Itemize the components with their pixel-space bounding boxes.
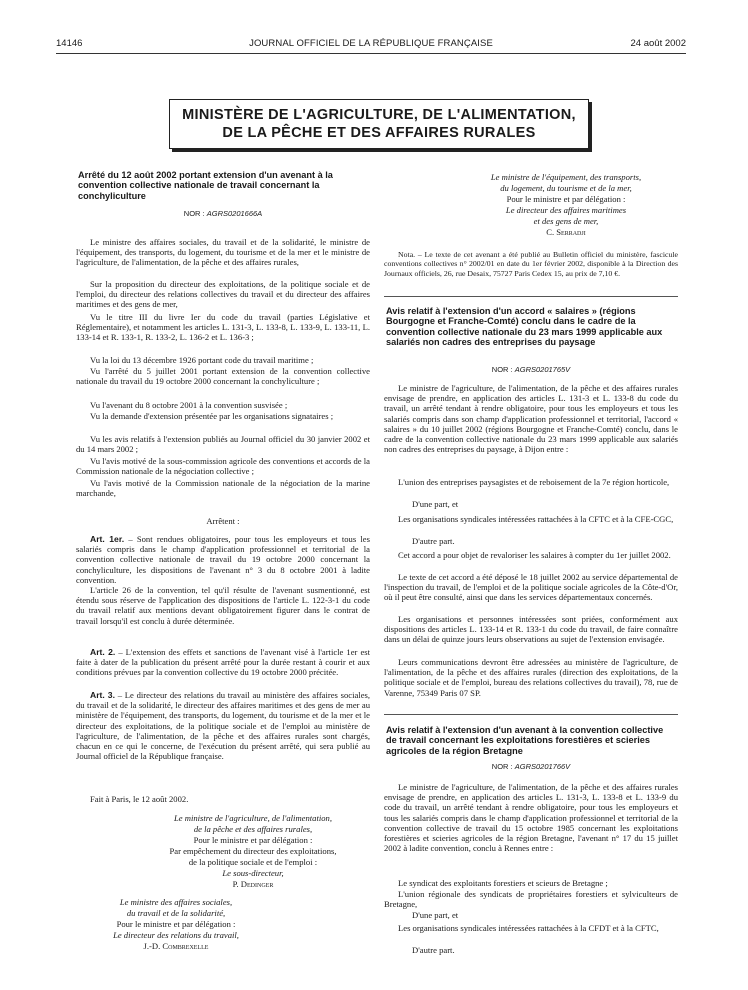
page-number: 14146 — [56, 38, 83, 49]
signature-2-line-1: Le ministre des affaires sociales, — [119, 897, 233, 907]
article-2-label: Art. 2. — [90, 647, 116, 657]
signature-3-line-2: du logement, du tourisme et de la mer, — [500, 183, 632, 193]
signature-3-line-4: Le directeur des affaires maritimes — [505, 205, 627, 215]
avis-1-title: Avis relatif à l'extension d'un accord « salaires » (régions Bourgogne et Franche-Comté) conclu dans le cadre de la convention collective nationale du 23 mars 1999 applicable aux salariés non cadres des entreprises du paysage — [386, 306, 663, 348]
signature-1-line-2: de la pêche et des affaires rurales, — [193, 824, 313, 834]
article-1-text: – Sont rendues obligatoires, pour tous les employeurs et tous les salariés compris dans le champ d'application professionnel et territorial de la convention collective nationale de travail du 19 octobre 2000 concernant la conchyliculture, les dispositions de l'avenant n° 3 du 8 octobre 2001 à ladite convention. — [76, 534, 370, 585]
section-divider-2 — [384, 714, 678, 715]
avis-1-dune-part: D'une part, et — [412, 499, 459, 509]
signature-1-line-1: Le ministre de l'agriculture, de l'alimentation, — [174, 813, 332, 823]
avis-1-party-employers: L'union des entreprises paysagistes et de reboisement de la 7e région horticole, — [398, 477, 670, 487]
decree-visa-code: Vu le titre III du livre Ier du code du travail (parties Législative et Réglementaire), et notamment les articles L. 131-3, L. 133-8, L. 133-9, L. 133-11, L. 133-14 et R. 133-1, R. 133-2, L. 136-2 et L. 136-3 ; — [76, 312, 370, 343]
decree-nor-code: AGRS0201666A — [206, 209, 263, 218]
avis-2-intro: Le ministre de l'agriculture, de l'alimentation, de la pêche et des affaires rurales envisage de prendre, en application des articles L. 131-3, L. 133-8 et L. 133-9 du code du travail, un arrêté tendant à rendre obligatoire, pour tous les employeurs et tous les salariés compris dans le champ d'application professionnel et territorial de la convention collective de travail du 15 octobre 1985 concernant les exploitations forestières et scieries agricoles de la région Bretagne, l'avenant n° 17 du 15 juillet 2002 à ladite convention, conclu à Rennes entre : — [384, 782, 678, 854]
signature-2-line-3: Pour le ministre et par délégation : — [116, 919, 236, 929]
issue-date: 24 août 2002 — [630, 38, 686, 49]
decree-done-at: Fait à Paris, le 12 août 2002. — [90, 794, 189, 804]
signature-2-line-4: Le directeur des relations du travail, — [113, 930, 239, 940]
signature-3-line-5: et des gens de mer, — [533, 216, 599, 226]
decree-title: Arrêté du 12 août 2002 portant extension d'un avenant à la convention collective nationale de travail concernant la conchyliculture — [78, 170, 333, 201]
avis-1-nor — [384, 365, 678, 374]
avis-2-title: Avis relatif à l'extension d'un avenant à la convention collective de travail concernant les exploitations forestières et scieries agricoles de la région Bretagne — [386, 725, 664, 756]
avis-1-deposit: Le texte de cet accord a été déposé le 18 juillet 2002 au service départemental de l'inspection du travail, de l'emploi et de la politique sociale agricoles de la Côte-d'Or, où il peut être consulté, ainsi que dans les services départementaux concernés. — [384, 572, 678, 603]
avis-1-party-unions: Les organisations syndicales intéressées rattachées à la CFTC et à la CFE-CGC, — [398, 514, 674, 524]
avis-2-party-unions: Les organisations syndicales intéressées rattachées à la CFDT et à la CFTC, — [398, 923, 659, 933]
signature-3-name: C. Serradji — [546, 227, 586, 237]
ministry-line-1: MINISTÈRE DE L'AGRICULTURE, DE L'ALIMENTATION, — [182, 107, 576, 123]
article-3 — [76, 690, 370, 761]
article-3-label: Art. 3. — [90, 690, 115, 700]
avis-1-nor-code: AGRS0201765V — [514, 365, 571, 374]
avis-2-dautre-part: D'autre part. — [412, 945, 455, 955]
article-2 — [76, 647, 370, 678]
signature-1-name: P. Dedinger — [232, 879, 274, 889]
signature-1-line-4: Par empêchement du directeur des exploitations, — [169, 846, 337, 856]
signature-3-line-3: Pour le ministre et par délégation : — [506, 194, 626, 204]
decree-visa-souscommission: Vu l'avis motivé de la sous-commission agricole des conventions et accords de la Commission nationale de la négociation collective ; — [76, 456, 370, 477]
running-header — [56, 38, 686, 54]
avis-1-nor-label: NOR : — [491, 365, 513, 374]
decree-nor-label: NOR : — [183, 209, 205, 218]
article-1-paragraph-2: L'article 26 de la convention, tel qu'il résulte de l'avenant susmentionné, est étendu sous réserve de l'application des dispositions de l'article L. 122-3-1 du code du travail relatif aux mentions devant obligatoirement figurer dans le contrat de travail lorsqu'il est conclu à durée déterminée. — [76, 585, 370, 626]
signature-1-line-6: Le sous-directeur, — [222, 868, 284, 878]
decree-arretent: Arrêtent : — [206, 516, 240, 526]
article-1-label: Art. 1er. — [90, 534, 125, 544]
avis-1-dautre-part: D'autre part. — [412, 536, 455, 546]
ministry-line-2: DE LA PÊCHE ET DES AFFAIRES RURALES — [222, 125, 536, 141]
decree-visa-demande: Vu la demande d'extension présentée par les organisations signataires ; — [90, 411, 334, 421]
avis-2-party-union: L'union régionale des syndicats de propriétaires forestiers et sylviculteurs de Bretagne, — [384, 889, 678, 910]
avis-1-address: Leurs communications devront être adressées au ministère de l'agriculture, de l'alimentation, de la pêche et des affaires rurales (direction des exploitations, de la politique sociale et de l'emploi, bureau des relations collectives du travail), 78, rue de Varenne, 75349 Paris 07 SP. — [384, 657, 678, 698]
signature-1-line-3: Pour le ministre et par délégation : — [193, 835, 313, 845]
decree-nor — [76, 209, 370, 218]
article-1 — [76, 534, 370, 585]
signature-2-line-2: du travail et de la solidarité, — [126, 908, 226, 918]
article-2-text: – L'extension des effets et sanctions de l'avenant visé à l'article 1er est faite à dater de la publication du présent arrêté pour la durée restant à courir et aux conditions prévues par la convention collective du 19 octobre 2000 précitée. — [76, 647, 370, 678]
signature-3-line-1: Le ministre de l'équipement, des transports, — [490, 172, 642, 182]
decree-proposal: Sur la proposition du directeur des exploitations, de la politique sociale et de l'emploi, du directeur des relations collectives du travail et du directeur des affaires maritimes et des gens de mer, — [76, 279, 370, 310]
avis-2-party-syndicat: Le syndicat des exploitants forestiers et scieurs de Bretagne ; — [398, 878, 608, 888]
avis-1-object: Cet accord a pour objet de revaloriser les salaires à compter du 1er juillet 2002. — [398, 550, 671, 560]
decree-visa-avenant: Vu l'avenant du 8 octobre 2001 à la convention susvisée ; — [90, 400, 288, 410]
nota-note: Nota. – Le texte de cet avenant a été publié au Bulletin officiel du ministère, fascicule conventions collectives n° 2002/01 en date du 1er février 2002, disponible à la Direction des Journaux officiels, 26, rue Desaix, 75727 Paris Cedex 15, au prix de 7,10 €. — [384, 250, 678, 278]
signature-2-name: J.-D. Combrexelle — [143, 941, 209, 951]
header-rule — [56, 53, 686, 54]
decree-visa-arrete: Vu l'arrêté du 5 juillet 2001 portant extension de la convention collective nationale du travail du 19 octobre 2000 concernant la conchyliculture ; — [76, 366, 370, 387]
article-3-text: – Le directeur des relations du travail au ministère des affaires sociales, du travail et de la solidarité, le directeur des affaires maritimes et des gens de mer au ministère de l'équipement, des transports, du logement, du tourisme et de la mer et le directeur des exploitations, de la politique sociale et de l'emploi au ministère de l'agriculture, de l'alimentation, de la pêche et des affaires rurales sont chargés, chacun en ce qui le concerne, de l'exécution du présent arrêté, qui sera publié au Journal officiel de la République française. — [76, 690, 371, 762]
avis-2-dune-part: D'une part, et — [412, 910, 459, 920]
decree-preamble: Le ministre des affaires sociales, du travail et de la solidarité, le ministre de l'équipement, des transports, du logement, du tourisme et de la mer et le ministre de l'agriculture, de l'alimentation, de la pêche et des affaires rurales, — [76, 237, 370, 268]
avis-1-intro: Le ministre de l'agriculture, de l'alimentation, de la pêche et des affaires rurales envisage de prendre, en application des articles L. 131-3 et L. 133-8 du code du travail, un arrêté tendant à rendre obligatoire, pour tous les employeurs et tous les salariés compris dans son champ d'application professionnel et territorial, l'accord « salaires » du 10 juillet 2002 (régions Bourgogne et Franche-Comté) conclu, dans le cadre de la convention collective nationale du 23 mars 1999 applicable aux salariés non cadres des entreprises du paysage, à Dijon entre : — [384, 383, 678, 455]
signature-1-line-5: de la politique sociale et de l'emploi : — [188, 857, 318, 867]
decree-visa-loi: Vu la loi du 13 décembre 1926 portant code du travail maritime ; — [90, 355, 314, 365]
avis-2-nor-label: NOR : — [491, 762, 513, 771]
section-divider-1 — [384, 296, 678, 297]
decree-visa-avis: Vu les avis relatifs à l'extension publiés au Journal officiel du 30 janvier 2002 et du 14 mars 2002 ; — [76, 434, 370, 455]
avis-2-nor-code: AGRS0201766V — [514, 762, 571, 771]
journal-title: JOURNAL OFFICIEL DE LA RÉPUBLIQUE FRANÇAISE — [249, 38, 493, 49]
ministry-heading-box — [169, 99, 589, 149]
decree-visa-commission: Vu l'avis motivé de la Commission nationale de la négociation de la marine marchande, — [76, 478, 370, 499]
avis-2-nor — [384, 762, 678, 771]
avis-1-observations: Les organisations et personnes intéressées sont priées, conformément aux dispositions des articles L. 133-14 et R. 133-1 du code du travail, de faire connaître dans un délai de quinze jours leurs observations au sujet de l'extension envisagée. — [384, 614, 678, 645]
